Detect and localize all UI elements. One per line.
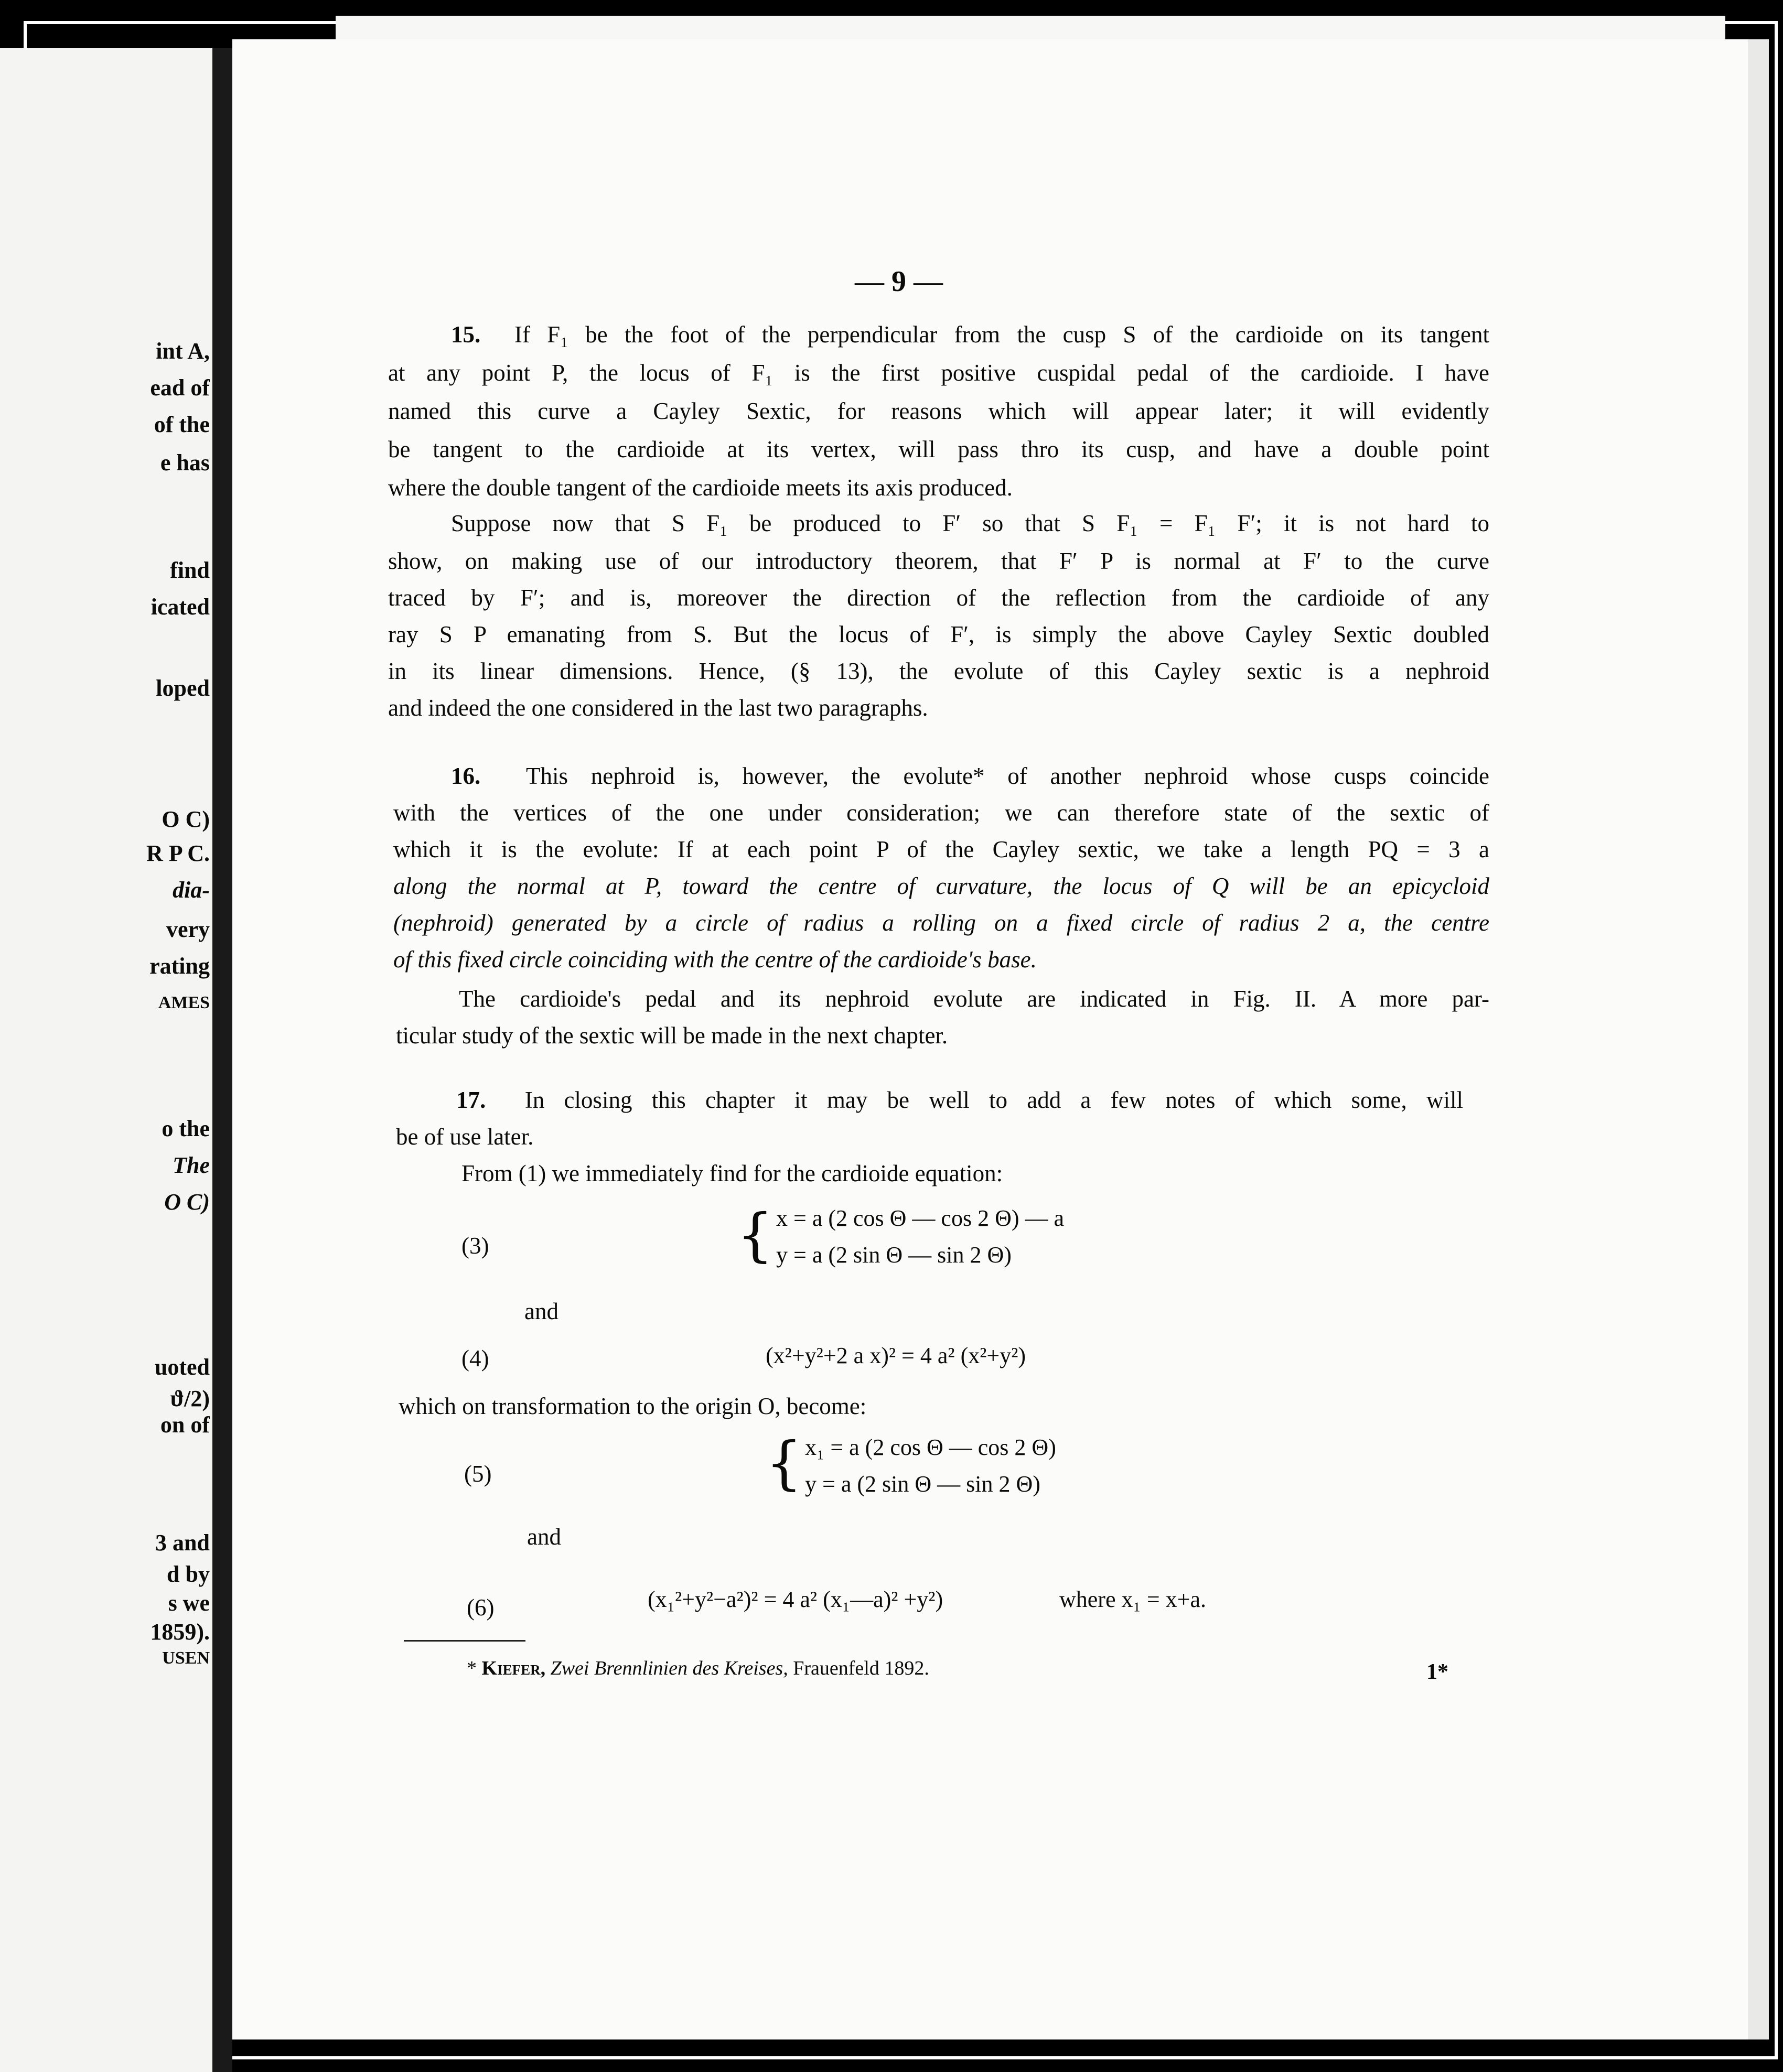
- equation-label: (3): [461, 1233, 489, 1259]
- left-fragment: 3 and: [155, 1530, 210, 1556]
- left-brace: {: [766, 1429, 802, 1496]
- section-17-line: 17. In closing this chapter it may be well to add a few notes of which some, will: [456, 1087, 1463, 1113]
- left-fragment: 1859).: [150, 1619, 210, 1645]
- section-15-line: at any point P, the locus of F₁ is the first positive cuspidal pedal of the cardioide. I have: [388, 360, 1489, 386]
- equation-label: (5): [464, 1461, 492, 1487]
- section-16-paragraph-line: ticular study of the sextic will be made in the next chapter.: [396, 1022, 948, 1049]
- footnote-rule: [404, 1640, 525, 1642]
- section-17-line: be of use later.: [396, 1124, 534, 1150]
- equation-label: (4): [461, 1345, 489, 1372]
- left-fragment: very: [166, 916, 210, 942]
- section-16-line: (nephroid) generated by a circle of radius a rolling on a fixed circle of radius 2 a, the centre: [393, 910, 1489, 936]
- section-15-line: 15. If F₁ be the foot of the perpendicular from the cusp S of the cardioide on its tangent: [451, 321, 1489, 348]
- left-fragment: AMES: [158, 993, 210, 1012]
- left-fragment: dia-: [173, 877, 210, 903]
- left-fragment: rating: [149, 953, 210, 979]
- left-fragment: O C): [162, 806, 210, 832]
- section-number: 15.: [451, 321, 481, 348]
- section-15-paragraph-line: ray S P emanating from S. But the locus of F′, is simply the above Cayley Sextic doubled: [388, 621, 1489, 648]
- section-15-paragraph-line: Suppose now that S F₁ be produced to F′ so that S F₁ = F₁ F′; it is not hard to: [451, 510, 1489, 536]
- section-17-intro: From (1) we immediately find for the cardioide equation:: [461, 1160, 1003, 1186]
- transformation-text: which on transformation to the origin O, become:: [399, 1393, 867, 1419]
- section-15-paragraph-line: traced by F′; and is, moreover the direction of the reflection from the cardioide of any: [388, 585, 1489, 611]
- left-fragment: d by: [167, 1561, 210, 1587]
- section-16-line: with the vertices of the one under consideration; we can therefore state of the sextic of: [393, 800, 1489, 826]
- footnote-marker: *: [467, 1657, 477, 1679]
- section-16-line: of this fixed circle coinciding with the centre of the cardioide's base.: [393, 946, 1037, 973]
- section-15-line: where the double tangent of the cardioide meets its axis produced.: [388, 474, 1013, 501]
- left-fragment: ϑ/2): [170, 1386, 210, 1411]
- section-15-paragraph-line: show, on making use of our introductory theorem, that F′ P is normal at F′ to the curve: [388, 548, 1489, 574]
- section-number: 16.: [451, 763, 481, 789]
- left-fragment: icated: [151, 594, 210, 620]
- equation-5b: y = a (2 sin Θ — sin 2 Θ): [805, 1471, 1040, 1497]
- equation-5a: x₁ = a (2 cos Θ — cos 2 Θ): [805, 1434, 1056, 1460]
- left-fragment: ead of: [150, 375, 210, 401]
- equation-3b: y = a (2 sin Θ — sin 2 Θ): [776, 1242, 1012, 1268]
- left-fragment: O C): [164, 1189, 210, 1215]
- section-number: 17.: [456, 1087, 486, 1113]
- section-15-paragraph-line: and indeed the one considered in the last two paragraphs.: [388, 695, 928, 721]
- page-gutter: [212, 48, 232, 2072]
- left-fragment: of the: [154, 412, 210, 437]
- left-fragment: USEN: [162, 1648, 210, 1668]
- and-text: and: [527, 1524, 561, 1550]
- left-fragment: R P C.: [146, 840, 210, 866]
- left-fragment: loped: [156, 675, 210, 701]
- section-15-line: be tangent to the cardioide at its vertex, will pass thro its cusp, and have a double point: [388, 436, 1489, 462]
- left-brace: {: [737, 1201, 774, 1268]
- section-16-paragraph-line: The cardioide's pedal and its nephroid evolute are indicated in Fig. II. A more par-: [459, 986, 1489, 1012]
- equation-6-where: where x₁ = x+a.: [1059, 1587, 1206, 1612]
- section-16-line: which it is the evolute: If at each point P of the Cayley sextic, we take a length PQ = 3 a: [393, 836, 1489, 862]
- left-fragment: find: [170, 557, 210, 583]
- equation-label: (6): [467, 1594, 495, 1621]
- left-fragment: int A,: [156, 338, 210, 364]
- page-number: — 9 —: [855, 265, 943, 298]
- footnote: [467, 1657, 929, 1680]
- equation-4: (x²+y²+2 a x)² = 4 a² (x²+y²): [766, 1343, 1026, 1368]
- equation-3a: x = a (2 cos Θ — cos 2 Θ) — a: [776, 1205, 1065, 1231]
- section-16-line: 16. This nephroid is, however, the evolute* of another nephroid whose cusps coincide: [451, 763, 1489, 789]
- equation-6: (x₁²+y²−a²)² = 4 a² (x₁—a)² +y²): [648, 1587, 943, 1612]
- footnote-rest: Frauenfeld 1892.: [793, 1657, 929, 1679]
- left-fragment: o the: [162, 1116, 210, 1141]
- and-text: and: [524, 1298, 558, 1324]
- left-fragment: e has: [160, 450, 210, 476]
- signature-mark: 1*: [1426, 1660, 1448, 1684]
- left-fragment: s we: [168, 1590, 210, 1616]
- left-fragment: uoted: [154, 1354, 210, 1380]
- footnote-title: Zwei Brennlinien des Kreises,: [550, 1657, 788, 1679]
- left-fragment: The: [173, 1152, 210, 1178]
- section-16-line: along the normal at P, toward the centre of curvature, the locus of Q will be an epicycloid: [393, 873, 1489, 899]
- section-15-line: named this curve a Cayley Sextic, for reasons which will appear later; it will evidently: [388, 398, 1489, 424]
- left-fragment: on of: [160, 1412, 210, 1438]
- right-page-edge: [1748, 39, 1769, 2039]
- section-15-paragraph-line: in its linear dimensions. Hence, (§ 13), the evolute of this Cayley sextic is a nephroid: [388, 658, 1489, 684]
- footnote-author: Kiefer,: [481, 1657, 546, 1679]
